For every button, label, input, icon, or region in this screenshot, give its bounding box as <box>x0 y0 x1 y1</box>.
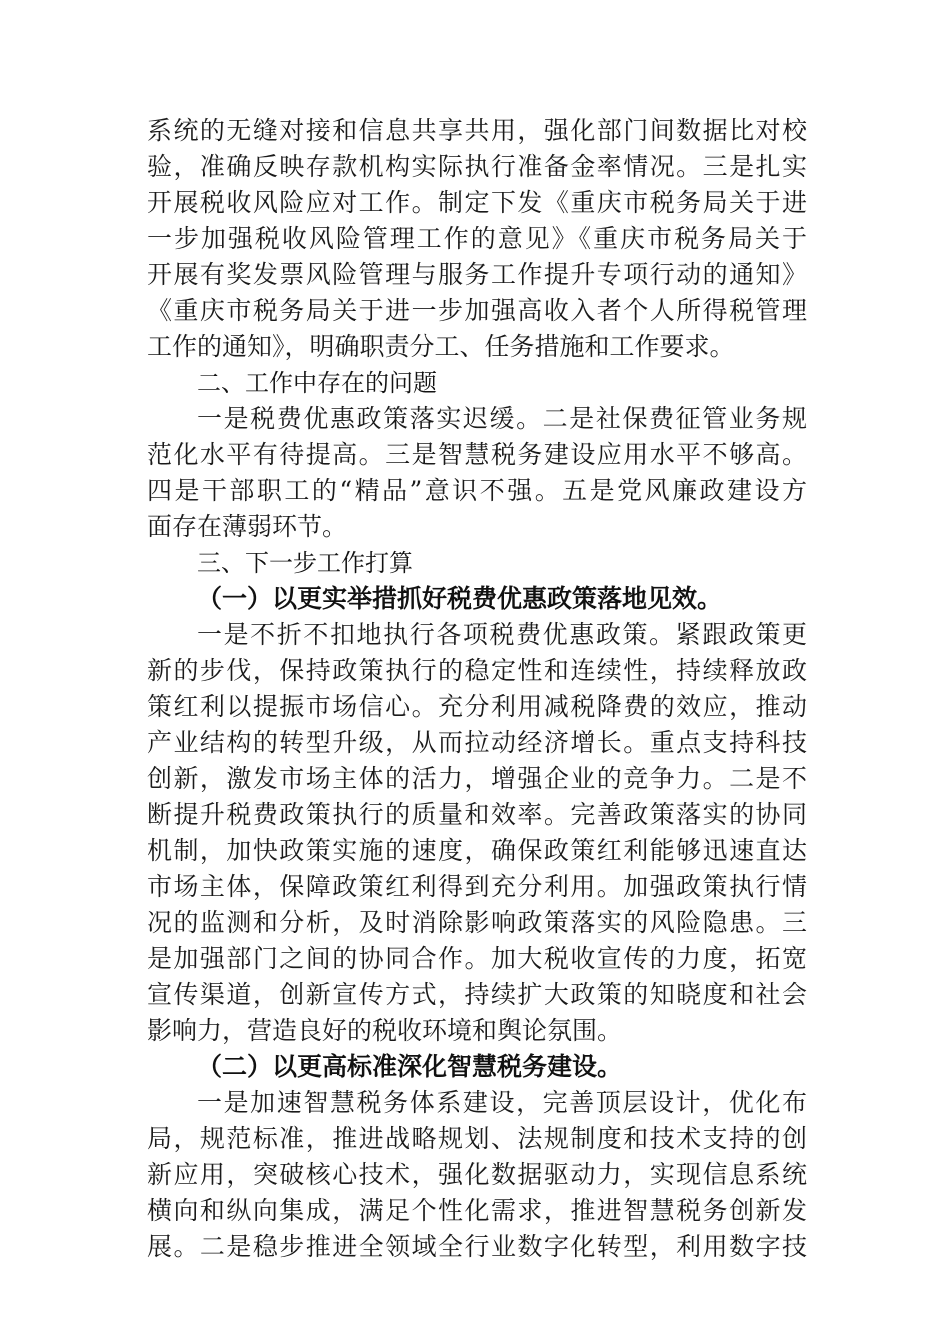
paragraph-line: 横向和纵向集成，满足个性化需求，推进智慧税务创新发 <box>147 1196 807 1225</box>
paragraph-line: 影响力，营造良好的税收环境和舆论氛围。 <box>147 1016 623 1045</box>
paragraph-line: 展。二是稳步推进全领域全行业数字化转型，利用数字技 <box>147 1232 807 1261</box>
paragraph-line: 新的步伐，保持政策执行的稳定性和连续性，持续释放政 <box>147 656 807 685</box>
paragraph-line: 开展税收风险应对工作。制定下发《重庆市税务局关于进 <box>147 188 807 217</box>
paragraph-line: 市场主体，保障政策红利得到充分利用。加强政策执行情 <box>147 872 807 901</box>
paragraph-line: 新应用，突破核心技术，强化数据驱动力，实现信息系统 <box>147 1160 807 1189</box>
paragraph-line: 创新，激发市场主体的活力，增强企业的竞争力。二是不 <box>147 764 807 793</box>
paragraph-line: 机制，加快政策实施的速度，确保政策红利能够迅速直达 <box>147 836 807 865</box>
paragraph-line: 策红利以提振市场信心。充分利用减税降费的效应，推动 <box>147 692 807 721</box>
paragraph-line: 一是税费优惠政策落实迟缓。二是社保费征管业务规 <box>197 404 807 433</box>
paragraph-line: 局，规范标准，推进战略规划、法规制度和技术支持的创 <box>147 1124 807 1153</box>
paragraph-line: 开展有奖发票风险管理与服务工作提升专项行动的通知》 <box>147 260 807 289</box>
paragraph-line: 一是不折不扣地执行各项税费优惠政策。紧跟政策更 <box>197 620 807 649</box>
paragraph-line: 系统的无缝对接和信息共享共用，强化部门间数据比对校 <box>147 116 807 145</box>
paragraph-line: 宣传渠道，创新宣传方式，持续扩大政策的知晓度和社会 <box>147 980 807 1009</box>
section-heading-problems: 二、工作中存在的问题 <box>197 369 437 397</box>
paragraph-line: 《重庆市税务局关于进一步加强高收入者个人所得税管理 <box>147 296 807 325</box>
paragraph-line: 范化水平有待提高。三是智慧税务建设应用水平不够高。 <box>147 440 807 469</box>
subsection-heading-1: （一）以更实举措抓好税费优惠政策落地见效。 <box>197 584 723 613</box>
paragraph-line: 验，准确反映存款机构实际执行准备金率情况。三是扎实 <box>147 152 807 181</box>
paragraph-line: 四是干部职工的“精品”意识不强。五是党风廉政建设方 <box>147 476 807 505</box>
paragraph-line: 一步加强税收风险管理工作的意见》《重庆市税务局关于 <box>147 224 807 253</box>
paragraph-line: 断提升税费政策执行的质量和效率。完善政策落实的协同 <box>147 800 807 829</box>
paragraph-line: 工作的通知》，明确职责分工、任务措施和工作要求。 <box>147 332 735 361</box>
paragraph-line: 况的监测和分析，及时消除影响政策落实的风险隐患。三 <box>147 908 807 937</box>
document-body <box>147 113 807 1265</box>
section-heading-next-steps: 三、下一步工作打算 <box>197 549 413 577</box>
subsection-heading-2: （二）以更高标准深化智慧税务建设。 <box>197 1052 623 1081</box>
paragraph-line: 面存在薄弱环节。 <box>147 512 348 541</box>
paragraph-line: 产业结构的转型升级，从而拉动经济增长。重点支持科技 <box>147 728 807 757</box>
paragraph-line: 一是加速智慧税务体系建设，完善顶层设计，优化布 <box>197 1088 807 1117</box>
paragraph-line: 是加强部门之间的协同合作。加大税收宣传的力度，拓宽 <box>147 944 807 973</box>
